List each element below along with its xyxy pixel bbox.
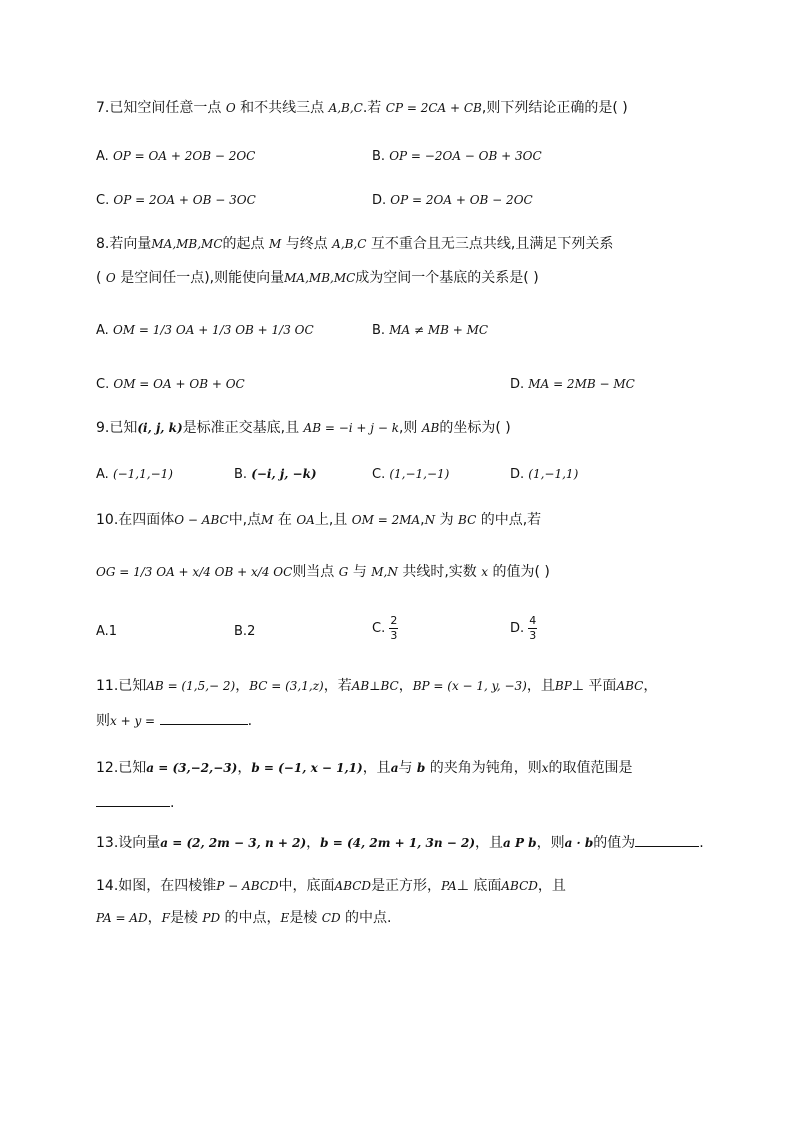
q9-option-b[interactable] xyxy=(234,464,317,485)
q8-text: 成为空间一个基底的关系是( ) xyxy=(355,270,539,286)
q14-math: E xyxy=(280,911,290,925)
q10-math: M xyxy=(261,513,274,527)
q11-text: ， xyxy=(235,678,250,694)
answer-blank[interactable] xyxy=(635,832,699,847)
q14-text: 是正方形， xyxy=(371,878,442,894)
q7-text: 和不共线三点 xyxy=(240,100,325,116)
option-label: A. xyxy=(96,467,109,482)
q14-math: F xyxy=(161,911,170,925)
option-label: C. xyxy=(96,377,110,392)
q11-math: BP = (x − 1, y, −3) xyxy=(412,679,527,693)
option-label: D. xyxy=(510,620,525,636)
q8-math: MA,MB,MC xyxy=(151,237,223,251)
q14-math: PD xyxy=(202,911,221,925)
option-math: OP = 2OA + OB − 3OC xyxy=(113,193,256,207)
fraction xyxy=(389,614,398,643)
question-11-stem-line1 xyxy=(96,676,657,696)
q10-text: 在 xyxy=(277,512,292,528)
q10-math: BC xyxy=(458,513,477,527)
q10-math: OM = 2MA xyxy=(351,513,421,527)
q9-option-a[interactable] xyxy=(96,464,173,485)
numerator: 2 xyxy=(390,614,398,627)
q14-text: 是棱 xyxy=(169,910,198,926)
q8-option-a[interactable] xyxy=(96,320,314,341)
q8-math: MA,MB,MC xyxy=(284,271,356,285)
question-13-stem xyxy=(96,832,704,853)
question-14-stem-line1 xyxy=(96,876,566,896)
question-9-stem xyxy=(96,418,511,438)
question-10-stem-line1 xyxy=(96,510,541,530)
q14-text: 14.如图，在四棱锥 xyxy=(96,878,217,894)
option-label: D. xyxy=(372,193,387,208)
q12-math: b xyxy=(416,761,426,775)
q10-math: OA xyxy=(296,513,315,527)
option-math: OP = 2OA + OB − 2OC xyxy=(390,193,533,207)
numerator: 4 xyxy=(529,614,537,627)
q9-text: 是标准正交基底,且 xyxy=(182,420,300,436)
question-14-stem-line2 xyxy=(96,908,391,928)
option-label: C. xyxy=(372,467,386,482)
q8-option-b[interactable] xyxy=(372,320,488,341)
q14-math: ABCD xyxy=(501,879,538,893)
q13-math: a P b xyxy=(503,836,537,850)
option-label: B. xyxy=(234,467,248,482)
q8-math: A,B,C xyxy=(332,237,367,251)
q10-math: G xyxy=(338,565,349,579)
q14-text: ，且 xyxy=(537,878,566,894)
option-label: A. xyxy=(96,323,109,338)
q10-math: O − ABC xyxy=(174,513,229,527)
q13-text: ，则 xyxy=(536,835,565,851)
q12-math: b = (−1, x − 1,1) xyxy=(251,761,363,775)
q10-math: M,N xyxy=(371,565,398,579)
q7-text: .若 xyxy=(362,100,382,116)
q11-text: ， xyxy=(398,678,413,694)
option-math: MA ≠ MB + MC xyxy=(389,323,489,337)
option-math: MA = 2MB − MC xyxy=(528,377,635,391)
option-label: D. xyxy=(510,467,525,482)
q10-math: OG = 1/3 OA + x/4 OB + x/4 OC xyxy=(96,565,293,579)
answer-blank[interactable] xyxy=(96,792,170,807)
option-math: (−i, j, −k) xyxy=(251,467,317,481)
q14-text: 的中点， xyxy=(224,910,281,926)
question-8-stem-line1 xyxy=(96,234,613,254)
option-label: B. xyxy=(372,323,386,338)
q14-math: PA xyxy=(441,879,457,893)
q8-text: 互不重合且无三点共线,且满足下列关系 xyxy=(370,236,614,252)
q14-text: 是棱 xyxy=(289,910,318,926)
q14-text: 中，底面 xyxy=(278,878,335,894)
q12-text: . xyxy=(170,795,175,811)
q9-option-c[interactable] xyxy=(372,464,449,485)
q8-math: M xyxy=(268,237,282,251)
q10-text: 上,且 xyxy=(314,512,348,528)
q10-text: 为 xyxy=(439,512,454,528)
q12-text: 的取值范围是 xyxy=(548,760,633,776)
q12-text: ， xyxy=(237,760,252,776)
option-label: B. xyxy=(234,624,248,639)
answer-blank[interactable] xyxy=(160,710,248,725)
option-math: (1,−1,1) xyxy=(528,467,579,481)
q14-math: ABCD xyxy=(334,879,372,893)
q8-text: 8.若向量 xyxy=(96,236,152,252)
q10-text: 与 xyxy=(352,564,367,580)
q10-option-c[interactable] xyxy=(372,614,398,643)
q10-math: N xyxy=(424,513,436,527)
q11-math: AB⊥BC xyxy=(351,679,399,693)
q11-text: ， xyxy=(643,678,658,694)
q10-text: 共线时,实数 xyxy=(402,564,477,580)
option-math: OM = OA + OB + OC xyxy=(113,377,245,391)
q11-text: ，且 xyxy=(526,678,555,694)
q11-text: ⊥ 平面 xyxy=(571,678,617,694)
q10-text: 10.在四面体 xyxy=(96,512,175,528)
fraction xyxy=(528,614,537,643)
q12-math: a = (3,−2,−3) xyxy=(146,761,238,775)
q12-text: 的夹角为钝角，则 xyxy=(429,760,542,776)
q10-option-b[interactable] xyxy=(234,622,255,642)
q10-text: 则当点 xyxy=(292,564,335,580)
option-label: A. xyxy=(96,624,109,639)
q8-option-d[interactable] xyxy=(510,374,635,395)
q7-option-d[interactable] xyxy=(372,190,533,211)
option-label: C. xyxy=(372,620,386,636)
q11-text: 11.已知 xyxy=(96,678,147,694)
q11-math: ABC xyxy=(616,679,644,693)
q9-math: AB xyxy=(421,421,440,435)
q8-option-c[interactable] xyxy=(96,374,245,395)
q11-text: . xyxy=(247,713,253,729)
q13-text: ， xyxy=(306,835,321,851)
question-11-stem-line2 xyxy=(96,710,252,731)
q12-text: ，且 xyxy=(362,760,391,776)
q8-text: 是空间任一点),则能使向量 xyxy=(120,270,285,286)
q11-math: BC = (3,1,z) xyxy=(249,679,324,693)
option-label: D. xyxy=(510,377,525,392)
option-math: (1,−1,−1) xyxy=(389,467,450,481)
q10-text: 的值为( ) xyxy=(492,564,550,580)
option-math: 2 xyxy=(247,624,256,639)
q10-option-d[interactable] xyxy=(510,614,537,643)
option-math: OP = OA + 2OB − 2OC xyxy=(112,149,256,163)
option-math: OM = 1/3 OA + 1/3 OB + 1/3 OC xyxy=(112,323,314,337)
q11-math: x + y = xyxy=(110,714,156,728)
q13-math: b = (4, 2m + 1, 3n − 2) xyxy=(320,836,476,850)
q9-text: 9.已知 xyxy=(96,420,138,436)
q10-text: 中,点 xyxy=(228,512,262,528)
q10-option-a[interactable] xyxy=(96,622,117,642)
option-math: 1 xyxy=(108,624,118,639)
q8-text: 的起点 xyxy=(222,236,265,252)
q14-text: ⊥ 底面 xyxy=(456,878,502,894)
q13-text: . xyxy=(699,835,704,851)
q12-math: a xyxy=(390,761,399,775)
q13-math: a · b xyxy=(564,836,594,850)
q7-option-c[interactable] xyxy=(96,190,256,211)
q12-text: 与 xyxy=(398,760,413,776)
q11-text: ，若 xyxy=(323,678,352,694)
q9-math: AB = −i + j − k xyxy=(303,421,399,435)
q11-math: BP xyxy=(554,679,572,693)
q7-text: ,则下列结论正确的是( ) xyxy=(481,100,628,116)
question-10-stem-line2 xyxy=(96,562,550,582)
q8-text: 与终点 xyxy=(285,236,328,252)
question-12-stem-line2 xyxy=(96,792,174,813)
q14-math: PA = AD xyxy=(96,911,148,925)
question-7-stem xyxy=(96,98,628,118)
q14-text: 的中点. xyxy=(345,910,392,926)
option-label: B. xyxy=(372,149,386,164)
q7-text: 7.已知空间任意一点 xyxy=(96,100,222,116)
q12-math: x xyxy=(541,761,549,775)
option-math: (−1,1,−1) xyxy=(112,467,173,481)
question-8-stem-line2 xyxy=(96,268,539,288)
q9-math: (i, j, k) xyxy=(137,421,183,435)
q9-option-d[interactable] xyxy=(510,464,578,485)
q10-text: 的中点,若 xyxy=(480,512,542,528)
option-label: A. xyxy=(96,149,109,164)
denominator: 3 xyxy=(390,629,398,642)
q9-text: 的坐标为( ) xyxy=(439,420,511,436)
q14-text: ， xyxy=(147,910,162,926)
q14-math: CD xyxy=(321,911,341,925)
q10-text: , xyxy=(420,512,425,528)
q7-option-b[interactable] xyxy=(372,146,542,167)
denominator: 3 xyxy=(529,629,537,642)
q13-math: a = (2, 2m − 3, n + 2) xyxy=(160,836,307,850)
q9-text: ,则 xyxy=(398,420,418,436)
q10-math: x xyxy=(481,565,489,579)
q14-math: P − ABCD xyxy=(216,879,279,893)
q13-text: ，且 xyxy=(475,835,504,851)
q7-math: CP = 2CA + CB xyxy=(385,101,482,115)
q7-math: O xyxy=(225,101,236,115)
q13-text: 13.设向量 xyxy=(96,835,161,851)
q7-math: A,B,C xyxy=(328,101,363,115)
option-math: OP = −2OA − OB + 3OC xyxy=(389,149,542,163)
q11-math: AB = (1,5,− 2) xyxy=(146,679,236,693)
q8-text: ( xyxy=(96,270,102,286)
q7-option-a[interactable] xyxy=(96,146,255,167)
q8-math: O xyxy=(105,271,116,285)
q11-text: 则 xyxy=(96,713,110,729)
q12-text: 12.已知 xyxy=(96,760,147,776)
question-12-stem-line1 xyxy=(96,758,633,778)
q13-text: 的值为 xyxy=(593,835,636,851)
option-label: C. xyxy=(96,193,110,208)
